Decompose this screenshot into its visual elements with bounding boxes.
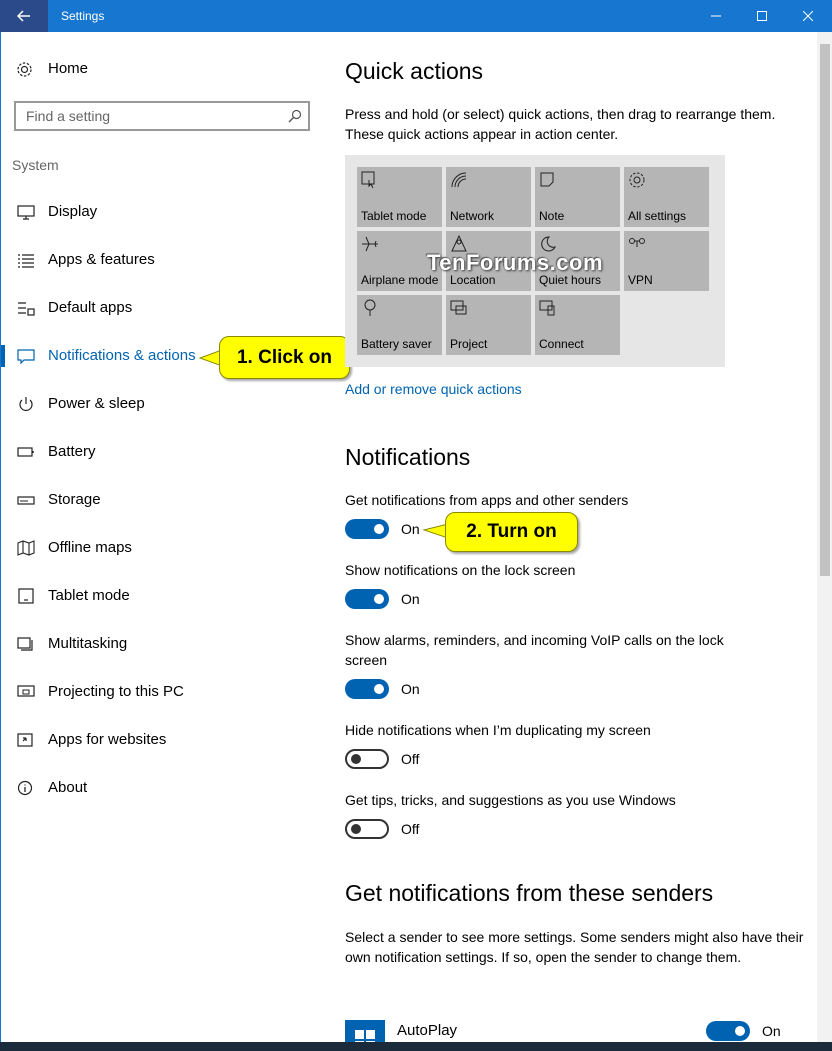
add-remove-quick-actions-link[interactable]: Add or remove quick actions [345,381,522,397]
default-apps-icon [17,300,35,316]
sidebar-item-storage[interactable] [1,480,321,520]
tile-label: Location [450,273,496,287]
tile-label: Battery saver [361,337,432,351]
sidebar-item-label: Power & sleep [48,395,145,412]
qa-tile-all-settings[interactable] [624,167,709,227]
quick-actions-description: Press and hold (or select) quick actions, then drag to rearrange them. These quick actions appear in action center. [345,106,776,142]
sidebar-item-label: Tablet mode [48,587,130,604]
setting-label-lock-screen: Show notifications on the lock screen [345,562,576,578]
senders-description: Select a sender to see more settings. Some senders might also have their own notification settings. If so, open the sender to change them. [345,929,804,965]
title-bar [0,0,832,32]
sidebar-item-tablet-mode[interactable] [1,576,321,616]
qa-tile-vpn[interactable] [624,231,709,291]
toggle-state-text: Off [401,821,420,837]
sidebar-item-label: Projecting to this PC [48,683,184,700]
toggle-lock-screen[interactable] [345,589,389,609]
tablet-mode-icon [361,171,379,189]
gear-icon [16,61,33,78]
qa-tile-connect[interactable] [535,295,620,355]
toggle-get-notifications[interactable] [345,519,389,539]
sidebar-item-display[interactable] [1,192,321,232]
qa-tile-battery-saver[interactable] [357,295,442,355]
search-input[interactable] [14,101,310,131]
toggle-state-text: On [401,591,420,607]
sidebar [1,32,321,1042]
toggle-hide-duplicating[interactable] [345,749,389,769]
tile-label: VPN [628,273,653,287]
toggle-tips[interactable] [345,819,389,839]
toggle-autoplay[interactable] [706,1021,750,1041]
qa-tile-note[interactable] [535,167,620,227]
setting-label-get-notifications: Get notifications from apps and other senders [345,492,629,508]
sidebar-item-offline-maps[interactable] [1,528,321,568]
sender-name-autoplay[interactable]: AutoPlay [397,1022,458,1039]
sidebar-item-label: Multitasking [48,635,128,652]
tile-label: Connect [539,337,584,351]
airplane-icon [361,235,379,253]
power-icon [17,396,35,412]
scrollbar-thumb[interactable] [820,44,830,576]
search-placeholder: Find a setting [26,108,111,124]
multitasking-icon [17,636,35,652]
setting-label-alarms-voip: Show alarms, reminders, and incoming VoIP calls on the lock screen [345,632,724,668]
tile-label: Note [539,209,565,223]
group-label-system: System [12,157,59,173]
close-icon [803,11,813,21]
toggle-knob [351,824,361,834]
sidebar-item-label: Storage [48,491,101,508]
projecting-icon [17,684,35,700]
taskbar [0,1042,832,1051]
sidebar-item-label: Display [48,203,98,220]
sidebar-item-power-sleep[interactable] [1,384,321,424]
tile-label: All settings [628,209,687,223]
sidebar-item-label: Battery [48,443,96,460]
watermark: TenForums.com [427,250,604,275]
info-icon [17,780,35,796]
home-label: Home [48,60,89,77]
sidebar-item-label: Apps & features [48,251,155,268]
project-icon [450,299,468,317]
senders-title: Get notifications from these senders [345,880,714,906]
sidebar-item-label: Notifications & actions [48,347,196,364]
maximize-button[interactable] [739,0,785,32]
sidebar-item-label: About [48,779,88,796]
window-title: Settings [61,9,105,23]
toggle-state-text: On [762,1023,781,1039]
maximize-icon [757,11,767,21]
notifications-title: Notifications [345,444,471,470]
close-button[interactable] [785,0,831,32]
network-icon [450,171,468,189]
setting-label-hide-duplicating: Hide notifications when I’m duplicating my screen [345,722,651,738]
tablet-icon [17,588,35,604]
sidebar-item-default-apps[interactable] [1,288,321,328]
apps-websites-icon [17,732,35,748]
arrow-left-icon [17,10,31,22]
message-icon [17,348,35,364]
tile-label: Project [450,337,488,351]
toggle-knob [374,684,384,694]
monitor-icon [17,204,35,220]
gear-icon [628,171,646,189]
toggle-knob [351,754,361,764]
tile-label: Network [450,209,495,223]
sidebar-item-label: Default apps [48,299,133,316]
toggle-knob [735,1026,745,1036]
sidebar-item-apps-websites[interactable] [1,720,321,760]
callout-step-1: 1. Click on [219,336,350,379]
toggle-knob [374,594,384,604]
sidebar-item-projecting[interactable] [1,672,321,712]
minimize-button[interactable] [693,0,739,32]
tile-label: Airplane mode [361,273,439,287]
nav-home[interactable] [1,54,321,84]
minimize-icon [711,11,721,21]
battery-icon [17,444,35,460]
qa-tile-project[interactable] [446,295,531,355]
qa-tile-tablet-mode[interactable] [357,167,442,227]
toggle-state-text: On [401,521,420,537]
toggle-state-text: Off [401,751,420,767]
active-indicator [1,345,5,367]
sidebar-item-label: Offline maps [48,539,132,556]
callout-step-2: 2. Turn on [445,512,578,552]
battery-saver-icon [361,299,379,317]
tile-label: Tablet mode [361,209,427,223]
map-icon [17,540,35,556]
search-icon [288,109,302,123]
quick-actions-title: Quick actions [345,58,484,84]
note-icon [539,171,557,189]
tile-label: Quiet hours [539,273,602,287]
toggle-knob [374,524,384,534]
connect-icon [539,299,557,317]
sidebar-item-about[interactable] [1,768,321,808]
qa-tile-network[interactable] [446,167,531,227]
toggle-state-text: On [401,681,420,697]
storage-icon [17,492,35,508]
list-icon [17,252,35,268]
sidebar-item-multitasking[interactable] [1,624,321,664]
setting-label-tips: Get tips, tricks, and suggestions as you use Windows [345,792,676,808]
sidebar-item-label: Apps for websites [48,731,167,748]
toggle-alarms-voip[interactable] [345,679,389,699]
vpn-icon [628,235,646,253]
back-button[interactable] [0,0,48,32]
sidebar-item-battery[interactable] [1,432,321,472]
sidebar-item-apps-features[interactable] [1,240,321,280]
